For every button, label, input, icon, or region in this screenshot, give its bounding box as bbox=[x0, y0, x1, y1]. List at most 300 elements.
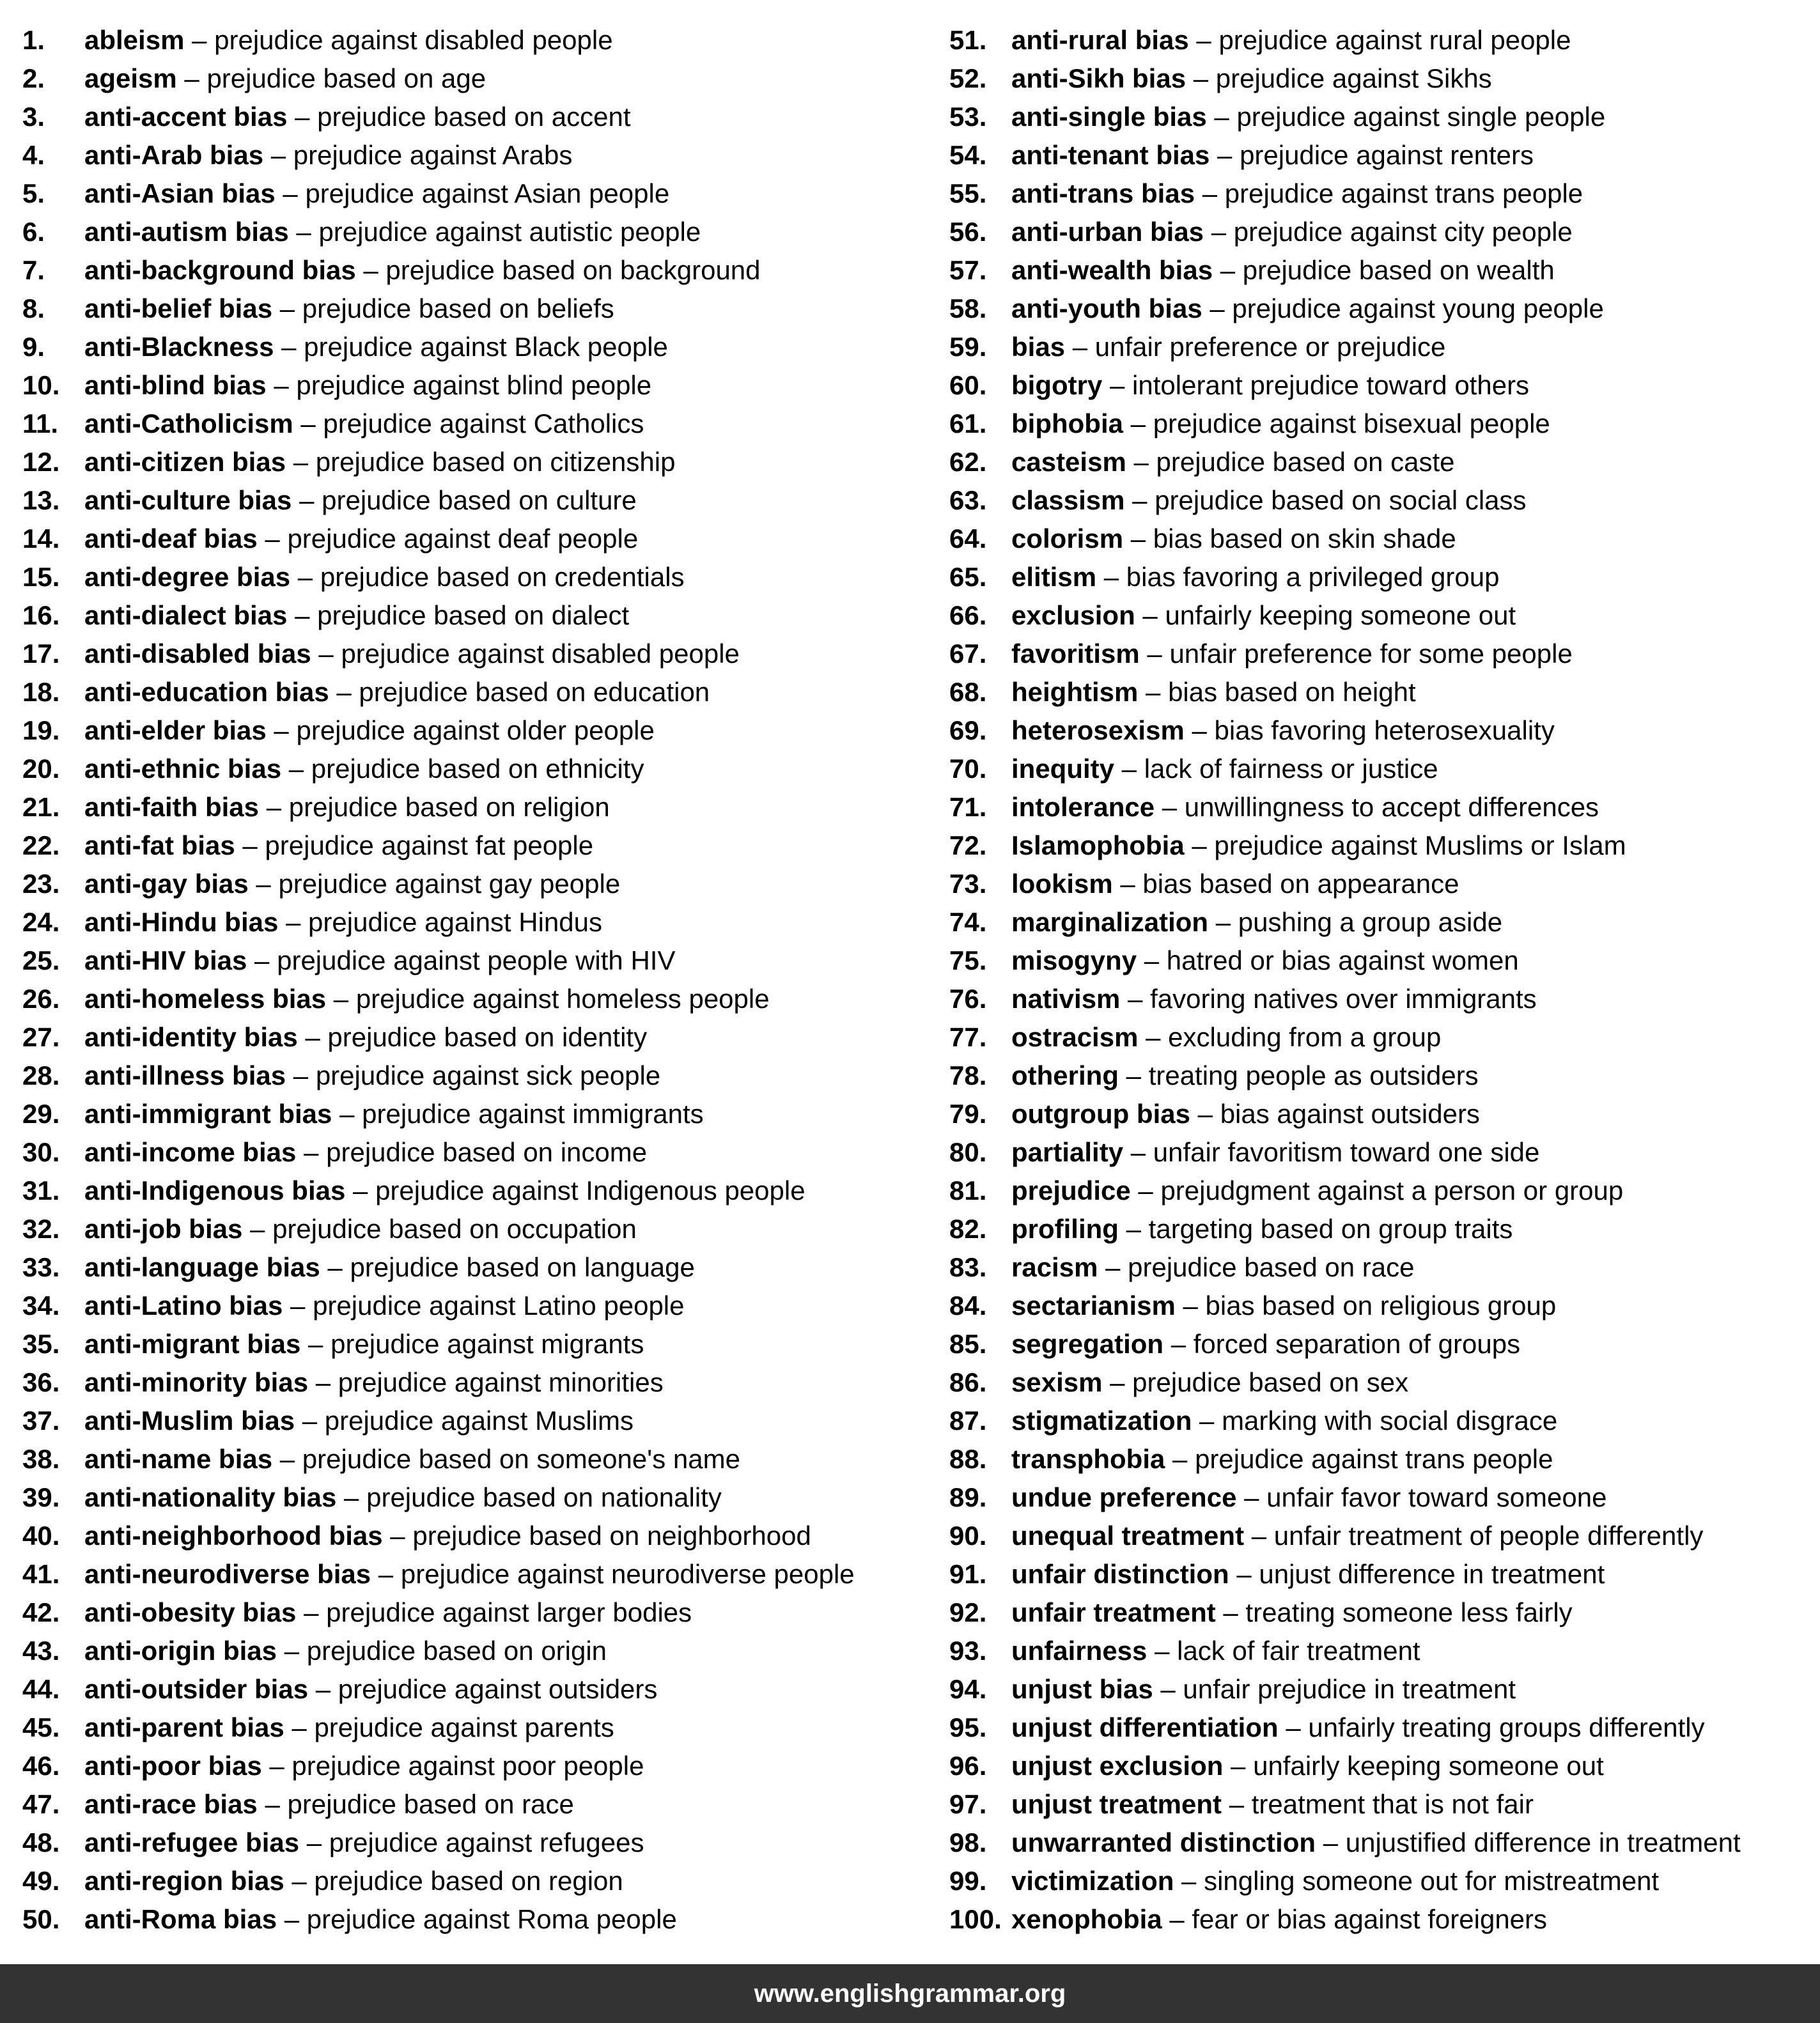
item-term: unfairness bbox=[1011, 1636, 1147, 1666]
list-item bbox=[22, 1133, 943, 1172]
item-text bbox=[1011, 481, 1527, 520]
item-separator: – bbox=[277, 1636, 307, 1666]
item-number: 29. bbox=[22, 1099, 60, 1129]
item-separator: – bbox=[235, 830, 265, 860]
item-definition: prejudice based on religion bbox=[288, 792, 610, 822]
item-number: 87. bbox=[949, 1406, 987, 1436]
item-text bbox=[84, 213, 701, 251]
list-item bbox=[22, 711, 943, 750]
item-definition: prejudice against Arabs bbox=[293, 140, 573, 170]
item-number: 43. bbox=[22, 1636, 60, 1666]
item-definition: unjustified difference in treatment bbox=[1345, 1827, 1741, 1857]
item-term: anti-youth bias bbox=[1011, 293, 1202, 323]
item-definition: prejudice based on neighborhood bbox=[412, 1521, 811, 1551]
item-text bbox=[84, 942, 675, 980]
item-term: exclusion bbox=[1011, 600, 1135, 630]
list-item bbox=[22, 328, 943, 366]
item-number: 4. bbox=[22, 140, 45, 170]
item-definition: prejudice against Muslims or Islam bbox=[1214, 830, 1626, 860]
item-definition: marking with social disgrace bbox=[1222, 1406, 1558, 1436]
item-separator: – bbox=[288, 217, 319, 247]
item-term: favoritism bbox=[1011, 639, 1140, 669]
item-number: 12. bbox=[22, 447, 60, 477]
item-definition: excluding from a group bbox=[1168, 1022, 1442, 1052]
list-item bbox=[949, 558, 1806, 596]
list-item bbox=[22, 1057, 943, 1095]
item-term: anti-nationality bias bbox=[84, 1482, 337, 1512]
item-number: 97. bbox=[949, 1789, 987, 1819]
item-term: anti-Catholicism bbox=[84, 408, 293, 438]
item-separator: – bbox=[296, 1137, 327, 1167]
list-item bbox=[949, 711, 1806, 750]
item-separator: – bbox=[336, 1482, 367, 1512]
list-item bbox=[949, 750, 1806, 788]
list-item bbox=[22, 1900, 943, 1939]
item-term: undue preference bbox=[1011, 1482, 1237, 1512]
list-item bbox=[949, 98, 1806, 136]
item-definition: prejudice based on language bbox=[350, 1252, 695, 1282]
item-definition: prejudice against Catholics bbox=[323, 408, 644, 438]
item-number: 82. bbox=[949, 1214, 987, 1244]
item-term: nativism bbox=[1011, 984, 1121, 1014]
item-number: 33. bbox=[22, 1252, 60, 1282]
item-text bbox=[84, 1593, 692, 1632]
item-term: anti-region bias bbox=[84, 1866, 284, 1896]
item-number: 66. bbox=[949, 600, 987, 630]
item-term: anti-disabled bias bbox=[84, 639, 311, 669]
item-term: anti-deaf bias bbox=[84, 523, 258, 554]
list-item bbox=[22, 1325, 943, 1363]
item-text bbox=[1011, 903, 1502, 942]
item-definition: prejudice based on region bbox=[314, 1866, 623, 1896]
item-definition: prejudice against Sikhs bbox=[1215, 63, 1492, 93]
item-text bbox=[84, 596, 629, 635]
list-item bbox=[22, 1363, 943, 1402]
item-separator: – bbox=[286, 1060, 316, 1090]
list-item bbox=[949, 865, 1806, 903]
item-text bbox=[1011, 1632, 1420, 1670]
list-item bbox=[949, 903, 1806, 942]
item-definition: prejudice against disabled people bbox=[214, 25, 613, 55]
item-text bbox=[84, 711, 655, 750]
item-text bbox=[84, 1478, 722, 1517]
list-item bbox=[949, 1593, 1806, 1632]
item-text bbox=[84, 903, 602, 942]
item-separator: – bbox=[1118, 1214, 1149, 1244]
item-term: anti-homeless bias bbox=[84, 984, 327, 1014]
list-item bbox=[22, 673, 943, 711]
item-term: anti-job bias bbox=[84, 1214, 243, 1244]
item-separator: – bbox=[1316, 1827, 1346, 1857]
item-separator: – bbox=[355, 255, 386, 285]
item-definition: treating people as outsiders bbox=[1148, 1060, 1479, 1090]
item-number: 30. bbox=[22, 1137, 60, 1167]
list-item bbox=[949, 481, 1806, 520]
item-text bbox=[1011, 1287, 1556, 1325]
item-number: 84. bbox=[949, 1291, 987, 1321]
item-term: anti-Latino bias bbox=[84, 1291, 283, 1321]
item-text bbox=[84, 328, 668, 366]
item-term: marginalization bbox=[1011, 907, 1209, 937]
list-item bbox=[22, 1709, 943, 1747]
item-text bbox=[1011, 1133, 1539, 1172]
item-text bbox=[84, 1632, 607, 1670]
list-item bbox=[949, 213, 1806, 251]
list-item bbox=[22, 290, 943, 328]
item-number: 76. bbox=[949, 984, 987, 1014]
item-separator: – bbox=[266, 715, 297, 745]
item-definition: unfairly treating groups differently bbox=[1308, 1712, 1705, 1742]
item-number: 23. bbox=[22, 869, 60, 899]
item-term: sexism bbox=[1011, 1367, 1103, 1397]
list-item bbox=[22, 903, 943, 942]
list-item bbox=[949, 826, 1806, 865]
item-definition: intolerant prejudice toward others bbox=[1132, 370, 1530, 400]
item-separator: – bbox=[284, 1712, 315, 1742]
item-term: heightism bbox=[1011, 677, 1139, 707]
item-definition: prejudice against older people bbox=[296, 715, 655, 745]
list-item bbox=[949, 673, 1806, 711]
list-item bbox=[22, 1785, 943, 1824]
list-item bbox=[22, 1478, 943, 1517]
item-number: 55. bbox=[949, 178, 987, 208]
list-item bbox=[949, 1747, 1806, 1785]
item-definition: prejudice against outsiders bbox=[338, 1674, 658, 1704]
item-number: 58. bbox=[949, 293, 987, 323]
item-number: 26. bbox=[22, 984, 60, 1014]
item-term: anti-outsider bias bbox=[84, 1674, 309, 1704]
item-text bbox=[1011, 826, 1626, 865]
item-separator: – bbox=[1186, 63, 1216, 93]
item-definition: prejudice based on social class bbox=[1155, 485, 1527, 515]
item-number: 48. bbox=[22, 1827, 60, 1857]
item-number: 31. bbox=[22, 1175, 60, 1205]
item-number: 68. bbox=[949, 677, 987, 707]
item-text bbox=[84, 1747, 644, 1785]
item-text bbox=[84, 1325, 644, 1363]
list-item bbox=[22, 980, 943, 1018]
list-item bbox=[22, 98, 943, 136]
item-text bbox=[1011, 980, 1537, 1018]
item-number: 18. bbox=[22, 677, 60, 707]
item-number: 40. bbox=[22, 1521, 60, 1551]
item-text bbox=[84, 1709, 614, 1747]
item-number: 6. bbox=[22, 217, 45, 247]
list-item bbox=[22, 1824, 943, 1862]
item-text bbox=[1011, 1018, 1441, 1057]
item-term: anti-elder bias bbox=[84, 715, 267, 745]
item-definition: prejudice based on dialect bbox=[317, 600, 630, 630]
item-text bbox=[84, 1670, 657, 1709]
list-item bbox=[949, 1133, 1806, 1172]
item-definition: bias based on appearance bbox=[1142, 869, 1459, 899]
list-item bbox=[949, 290, 1806, 328]
item-number: 35. bbox=[22, 1329, 60, 1359]
item-text bbox=[1011, 1900, 1547, 1939]
item-definition: prejudice based on nationality bbox=[366, 1482, 722, 1512]
item-number: 91. bbox=[949, 1559, 987, 1589]
item-term: anti-language bias bbox=[84, 1252, 320, 1282]
item-definition: prejudice against young people bbox=[1232, 293, 1604, 323]
item-separator: – bbox=[1202, 293, 1233, 323]
item-text bbox=[84, 1402, 634, 1440]
item-separator: – bbox=[286, 447, 316, 477]
item-number: 37. bbox=[22, 1406, 60, 1436]
item-text bbox=[84, 1210, 637, 1248]
item-separator: – bbox=[1102, 370, 1133, 400]
item-separator: – bbox=[299, 1827, 329, 1857]
item-definition: prejudice against disabled people bbox=[341, 639, 740, 669]
item-separator: – bbox=[1147, 1636, 1178, 1666]
item-term: anti-Arab bias bbox=[84, 140, 264, 170]
item-separator: – bbox=[1192, 1406, 1222, 1436]
item-term: racism bbox=[1011, 1252, 1098, 1282]
item-separator: – bbox=[1120, 984, 1151, 1014]
item-term: anti-Indigenous bias bbox=[84, 1175, 346, 1205]
word-list-left-column bbox=[22, 21, 943, 1939]
item-term: lookism bbox=[1011, 869, 1113, 899]
item-separator: – bbox=[281, 754, 311, 784]
item-number: 98. bbox=[949, 1827, 987, 1857]
item-separator: – bbox=[1124, 485, 1155, 515]
item-term: anti-culture bias bbox=[84, 485, 292, 515]
item-term: anti-name bias bbox=[84, 1444, 273, 1474]
item-text bbox=[1011, 1057, 1479, 1095]
item-term: colorism bbox=[1011, 523, 1124, 554]
item-text bbox=[84, 405, 644, 443]
item-term: Islamophobia bbox=[1011, 830, 1185, 860]
item-number: 88. bbox=[949, 1444, 987, 1474]
item-separator: – bbox=[311, 639, 341, 669]
item-definition: prejudice based on race bbox=[287, 1789, 574, 1819]
item-text bbox=[84, 1248, 695, 1287]
item-text bbox=[84, 174, 669, 213]
item-text bbox=[1011, 1325, 1520, 1363]
item-term: anti-illness bias bbox=[84, 1060, 286, 1090]
item-separator: – bbox=[1118, 1060, 1149, 1090]
item-text bbox=[1011, 366, 1529, 405]
item-text bbox=[84, 98, 631, 136]
item-text bbox=[1011, 1593, 1573, 1632]
item-separator: – bbox=[308, 1367, 338, 1397]
item-text bbox=[1011, 1210, 1513, 1248]
item-definition: bias favoring a privileged group bbox=[1126, 562, 1500, 592]
item-definition: singling someone out for mistreatment bbox=[1204, 1866, 1660, 1896]
item-definition: targeting based on group traits bbox=[1148, 1214, 1513, 1244]
item-separator: – bbox=[275, 178, 306, 208]
item-text bbox=[84, 1018, 647, 1057]
list-item bbox=[949, 1287, 1806, 1325]
item-term: anti-blind bias bbox=[84, 370, 267, 400]
list-item bbox=[22, 520, 943, 558]
item-text bbox=[1011, 1248, 1414, 1287]
item-definition: prejudice against trans people bbox=[1195, 1444, 1553, 1474]
item-number: 75. bbox=[949, 945, 987, 975]
item-separator: – bbox=[287, 102, 318, 132]
item-definition: unfair favoritism toward one side bbox=[1153, 1137, 1540, 1167]
item-number: 83. bbox=[949, 1252, 987, 1282]
item-separator: – bbox=[272, 293, 302, 323]
item-definition: prejudice based on citizenship bbox=[315, 447, 676, 477]
list-item bbox=[949, 1900, 1806, 1939]
item-term: ableism bbox=[84, 25, 185, 55]
item-term: anti-neighborhood bias bbox=[84, 1521, 383, 1551]
item-number: 51. bbox=[949, 25, 987, 55]
item-separator: – bbox=[292, 485, 322, 515]
item-separator: – bbox=[1123, 1137, 1153, 1167]
list-item bbox=[949, 1478, 1806, 1517]
item-separator: – bbox=[308, 1674, 338, 1704]
item-text bbox=[84, 1862, 623, 1900]
list-item bbox=[22, 1517, 943, 1555]
item-term: anti-dialect bias bbox=[84, 600, 288, 630]
item-term: anti-gay bias bbox=[84, 869, 249, 899]
item-definition: prejudice against Indigenous people bbox=[375, 1175, 805, 1205]
item-number: 28. bbox=[22, 1060, 60, 1090]
item-separator: – bbox=[1190, 1099, 1220, 1129]
item-number: 20. bbox=[22, 754, 60, 784]
item-separator: – bbox=[1184, 830, 1215, 860]
item-text bbox=[1011, 59, 1492, 98]
item-number: 24. bbox=[22, 907, 60, 937]
item-definition: prejudice based on sex bbox=[1132, 1367, 1409, 1397]
item-separator: – bbox=[1153, 1674, 1183, 1704]
item-definition: prejudice against blind people bbox=[296, 370, 652, 400]
item-term: profiling bbox=[1011, 1214, 1119, 1244]
item-separator: – bbox=[1065, 332, 1095, 362]
item-number: 70. bbox=[949, 754, 987, 784]
list-item bbox=[949, 1632, 1806, 1670]
item-term: segregation bbox=[1011, 1329, 1164, 1359]
item-separator: – bbox=[1204, 217, 1234, 247]
list-item bbox=[949, 366, 1806, 405]
item-definition: prejudice against fat people bbox=[265, 830, 594, 860]
item-separator: – bbox=[259, 792, 289, 822]
item-text bbox=[1011, 136, 1534, 174]
item-definition: prejudice based on identity bbox=[327, 1022, 648, 1052]
list-item bbox=[22, 1402, 943, 1440]
item-text bbox=[84, 1287, 685, 1325]
list-item bbox=[22, 1018, 943, 1057]
item-number: 93. bbox=[949, 1636, 987, 1666]
item-term: anti-identity bias bbox=[84, 1022, 298, 1052]
item-text bbox=[1011, 21, 1571, 59]
item-text bbox=[1011, 405, 1550, 443]
item-separator: – bbox=[329, 677, 359, 707]
item-definition: bias based on height bbox=[1168, 677, 1416, 707]
item-term: victimization bbox=[1011, 1866, 1174, 1896]
item-number: 79. bbox=[949, 1099, 987, 1129]
item-text bbox=[1011, 1709, 1705, 1747]
item-separator: – bbox=[184, 25, 215, 55]
list-item bbox=[949, 1402, 1806, 1440]
item-term: sectarianism bbox=[1011, 1291, 1176, 1321]
item-number: 94. bbox=[949, 1674, 987, 1704]
item-separator: – bbox=[345, 1175, 376, 1205]
item-text bbox=[84, 366, 651, 405]
item-text bbox=[84, 443, 675, 481]
item-definition: prejudice against refugees bbox=[329, 1827, 644, 1857]
list-item bbox=[949, 1172, 1806, 1210]
item-term: anti-belief bias bbox=[84, 293, 273, 323]
list-item bbox=[22, 1593, 943, 1632]
item-term: stigmatization bbox=[1011, 1406, 1192, 1436]
item-separator: – bbox=[278, 907, 309, 937]
item-definition: forced separation of groups bbox=[1193, 1329, 1521, 1359]
item-term: unjust differentiation bbox=[1011, 1712, 1279, 1742]
item-definition: prejudice against neurodiverse people bbox=[400, 1559, 855, 1589]
item-number: 17. bbox=[22, 639, 60, 669]
item-number: 85. bbox=[949, 1329, 987, 1359]
item-text bbox=[1011, 213, 1573, 251]
item-number: 36. bbox=[22, 1367, 60, 1397]
list-item bbox=[949, 174, 1806, 213]
item-term: unjust treatment bbox=[1011, 1789, 1222, 1819]
list-item bbox=[949, 59, 1806, 98]
list-item bbox=[22, 596, 943, 635]
item-text bbox=[84, 1057, 660, 1095]
item-text bbox=[84, 673, 710, 711]
item-separator: – bbox=[1130, 1175, 1161, 1205]
item-separator: – bbox=[1126, 447, 1156, 477]
list-item bbox=[22, 481, 943, 520]
item-definition: prejudice against Latino people bbox=[313, 1291, 685, 1321]
item-number: 5. bbox=[22, 178, 45, 208]
item-term: anti-background bias bbox=[84, 255, 356, 285]
list-item bbox=[949, 942, 1806, 980]
item-text bbox=[1011, 635, 1573, 673]
item-number: 69. bbox=[949, 715, 987, 745]
item-text bbox=[84, 481, 637, 520]
item-number: 11. bbox=[22, 408, 59, 438]
list-item bbox=[949, 1248, 1806, 1287]
item-separator: – bbox=[371, 1559, 401, 1589]
item-text bbox=[84, 1900, 677, 1939]
list-item bbox=[22, 59, 943, 98]
item-definition: prejudice against Hindus bbox=[308, 907, 602, 937]
item-term: inequity bbox=[1011, 754, 1115, 784]
item-text bbox=[84, 1363, 664, 1402]
item-definition: unfair treatment of people differently bbox=[1273, 1521, 1704, 1551]
list-item bbox=[22, 251, 943, 290]
item-number: 3. bbox=[22, 102, 45, 132]
item-number: 25. bbox=[22, 945, 60, 975]
item-separator: – bbox=[293, 408, 323, 438]
item-number: 78. bbox=[949, 1060, 987, 1090]
item-number: 41. bbox=[22, 1559, 60, 1589]
item-term: anti-parent bias bbox=[84, 1712, 284, 1742]
item-definition: prejudice against rural people bbox=[1218, 25, 1571, 55]
item-term: anti-wealth bias bbox=[1011, 255, 1213, 285]
item-definition: prejudice based on someone's name bbox=[302, 1444, 740, 1474]
item-separator: – bbox=[1114, 754, 1144, 784]
item-text bbox=[84, 1824, 644, 1862]
item-definition: prejudice based on culture bbox=[322, 485, 637, 515]
item-separator: – bbox=[1165, 1444, 1195, 1474]
item-text bbox=[1011, 596, 1516, 635]
item-definition: prejudice against immigrants bbox=[362, 1099, 704, 1129]
list-item bbox=[949, 788, 1806, 826]
item-definition: prejudice based on origin bbox=[306, 1636, 607, 1666]
item-separator: – bbox=[297, 1022, 328, 1052]
list-item bbox=[22, 1555, 943, 1593]
list-item bbox=[22, 635, 943, 673]
item-number: 59. bbox=[949, 332, 987, 362]
item-text bbox=[1011, 1517, 1703, 1555]
item-term: unfair treatment bbox=[1011, 1597, 1216, 1627]
item-definition: unfairly keeping someone out bbox=[1253, 1751, 1604, 1781]
item-definition: prejudice against deaf people bbox=[287, 523, 639, 554]
